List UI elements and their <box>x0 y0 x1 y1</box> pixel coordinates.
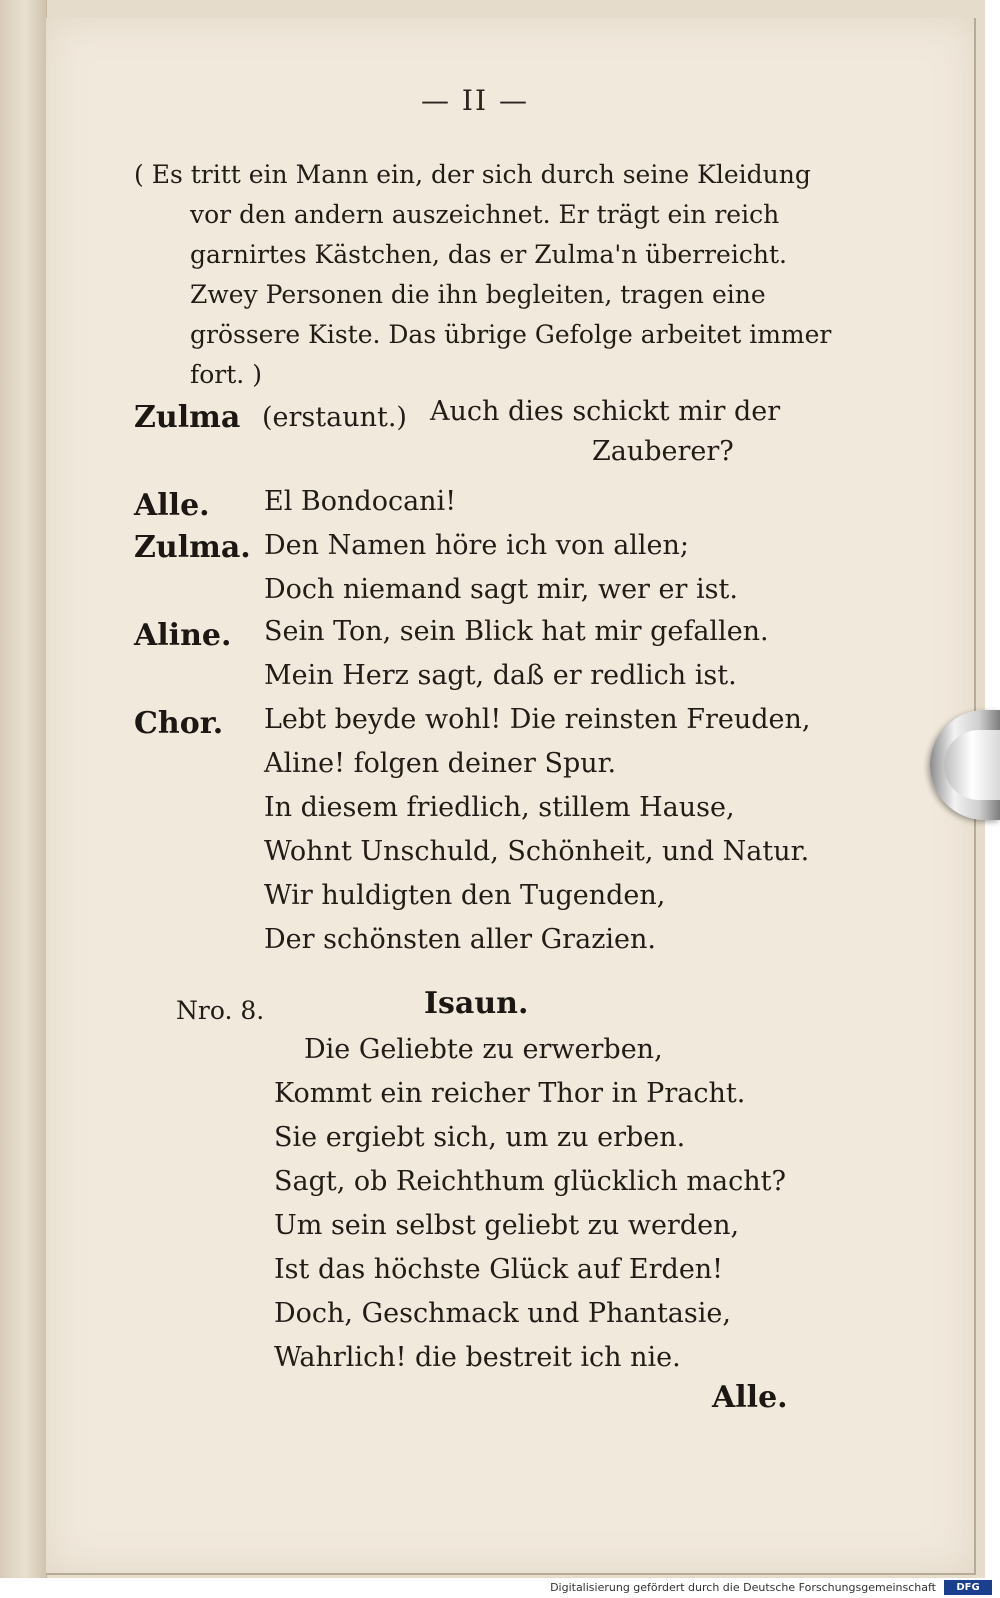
verse-line: Aline! folgen deiner Spur. <box>264 748 617 779</box>
verse-line: In diesem friedlich, stillem Hause, <box>264 792 735 823</box>
verse-line: Wohnt Unschuld, Schönheit, und Natur. <box>264 836 810 867</box>
verse-line: Mein Herz sagt, daß er redlich ist. <box>264 660 737 691</box>
stage-direction-line: Zwey Personen die ihn begleiten, tragen eine <box>190 280 766 309</box>
verse-line: Doch, Geschmack und Phantasie, <box>274 1298 731 1329</box>
verse-line: Lebt beyde wohl! Die reinsten Freuden, <box>264 704 811 735</box>
verse-line: Zauberer? <box>592 436 734 467</box>
verse-line: Doch niemand sagt mir, wer er ist. <box>264 574 738 605</box>
stage-direction-line: fort. ) <box>190 360 262 389</box>
verse-line: El Bondocani! <box>264 486 457 517</box>
speaker-name: Chor. <box>134 706 224 741</box>
verse-line: Sein Ton, sein Blick hat mir gefallen. <box>264 616 769 647</box>
stage-direction-line: ( Es tritt ein Mann ein, der sich durch seine Kleidung <box>134 160 811 189</box>
stage-direction-inline: (erstaunt.) <box>262 402 407 433</box>
verse-line: Um sein selbst geliebt zu werden, <box>274 1210 740 1241</box>
section-title: Isaun. <box>424 986 529 1021</box>
verse-line: Wahrlich! die bestreit ich nie. <box>274 1342 681 1373</box>
stage-direction-line: vor den andern auszeichnet. Er trägt ein reich <box>190 200 780 229</box>
verse-line: Sie ergiebt sich, um zu erben. <box>274 1122 686 1153</box>
dfg-logo: DFG <box>944 1580 992 1595</box>
speaker-name: Aline. <box>134 618 232 653</box>
verse-line: Sagt, ob Reichthum glücklich macht? <box>274 1166 786 1197</box>
page-number: — II — <box>421 84 529 117</box>
verse-line: Wir huldigten den Tugenden, <box>264 880 666 911</box>
verse-line: Ist das höchste Glück auf Erden! <box>274 1254 724 1285</box>
verse-line: Die Geliebte zu erwerben, <box>304 1034 663 1065</box>
stage-direction-line: garnirtes Kästchen, das er Zulma'n überreicht. <box>190 240 787 269</box>
speaker-name: Alle. <box>134 488 210 523</box>
verse-line: Auch dies schickt mir der <box>430 396 781 427</box>
verse-line: Der schönsten aller Grazien. <box>264 924 657 955</box>
speaker-name: Zulma <box>134 400 241 435</box>
stage-direction-line: grössere Kiste. Das übrige Gefolge arbeitet immer <box>190 320 832 349</box>
section-number: Nro. 8. <box>176 996 265 1025</box>
verse-line: Kommt ein reicher Thor in Pracht. <box>274 1078 746 1109</box>
catchword: Alle. <box>712 1380 788 1415</box>
book-spine-edge <box>0 0 47 1578</box>
speaker-name: Zulma. <box>134 530 251 565</box>
digitization-credit: Digitalisierung gefördert durch die Deutsche Forschungsgemeinschaft <box>550 1581 936 1594</box>
verse-line: Den Namen höre ich von allen; <box>264 530 690 561</box>
